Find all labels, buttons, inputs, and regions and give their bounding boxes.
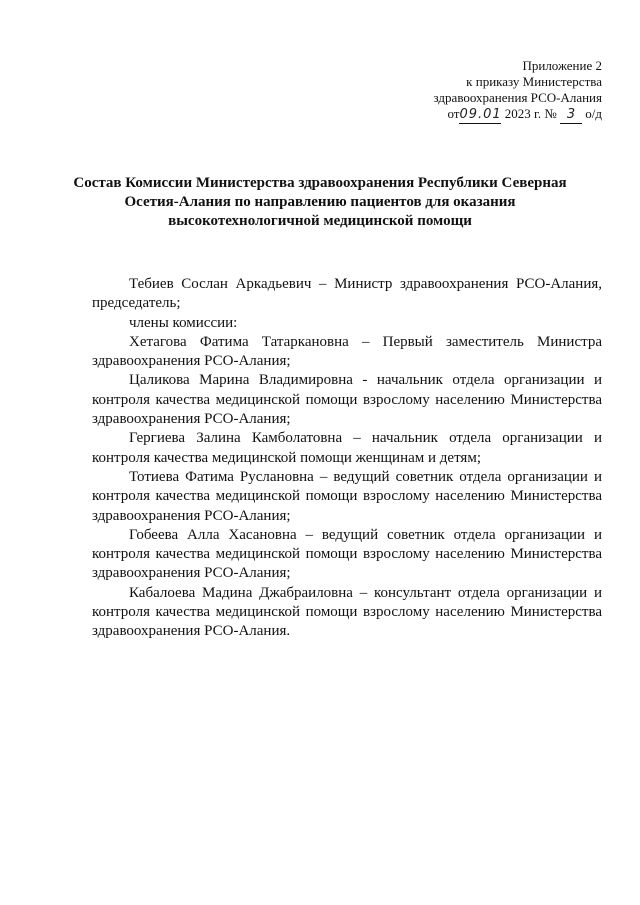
- appendix-number: Приложение 2: [522, 58, 602, 73]
- appendix-ministry: здравоохранения РСО-Алания: [433, 90, 602, 105]
- appendix-date-line: [434, 106, 602, 124]
- title-line-1: Состав Комиссии Министерства здравоохранения Республики Северная: [73, 175, 567, 191]
- date-prefix: от: [447, 106, 460, 121]
- title-line-2: Осетия-Алания по направлению пациентов для оказания: [124, 194, 516, 210]
- member-paragraph: Цаликова Марина Владимировна - начальник отдела организации и контроля качества медицинской помощи взрослому населению Министерства здравоохранения РСО-Алания;: [92, 372, 602, 428]
- appendix-order-ref: к приказу Министерства: [466, 74, 602, 89]
- commission-composition: [92, 275, 602, 642]
- member-paragraph: Тотиева Фатима Руслановна – ведущий советник отдела организации и контроля качества медицинской помощи взрослому населению Министерства здравоохранения РСО-Алания;: [92, 468, 602, 524]
- handwritten-order-number: 3: [560, 107, 582, 124]
- year-number-label: 2023 г. №: [504, 106, 557, 121]
- chair-paragraph: Тебиев Сослан Аркадьевич – Министр здравоохранения РСО-Алания, председатель;: [92, 276, 602, 312]
- order-suffix: о/д: [585, 106, 602, 121]
- appendix-header: [434, 58, 602, 124]
- member-paragraph: Кабалоева Мадина Джабраиловна – консультант отдела организации и контроля качества медицинской помощи взрослому населению Министерства здравоохранения РСО-Алания.: [92, 584, 602, 640]
- member-paragraph: Гергиева Залина Камболатовна – начальник отдела организации и контроля качества медицинской помощи женщинам и детям;: [92, 430, 602, 466]
- member-paragraph: Гобеева Алла Хасановна – ведущий советник отдела организации и контроля качества медицинской помощи взрослому населению Министерства здравоохранения РСО-Алания;: [92, 526, 602, 582]
- handwritten-date: 09.01: [459, 107, 502, 122]
- members-label: члены комиссии:: [129, 314, 238, 331]
- document-title: [60, 174, 580, 231]
- member-paragraph: Хетагова Фатима Татаркановна – Первый заместитель Министра здравоохранения РСО-Алания;: [92, 333, 602, 370]
- title-line-3: высокотехнологичной медицинской помощи: [168, 213, 472, 229]
